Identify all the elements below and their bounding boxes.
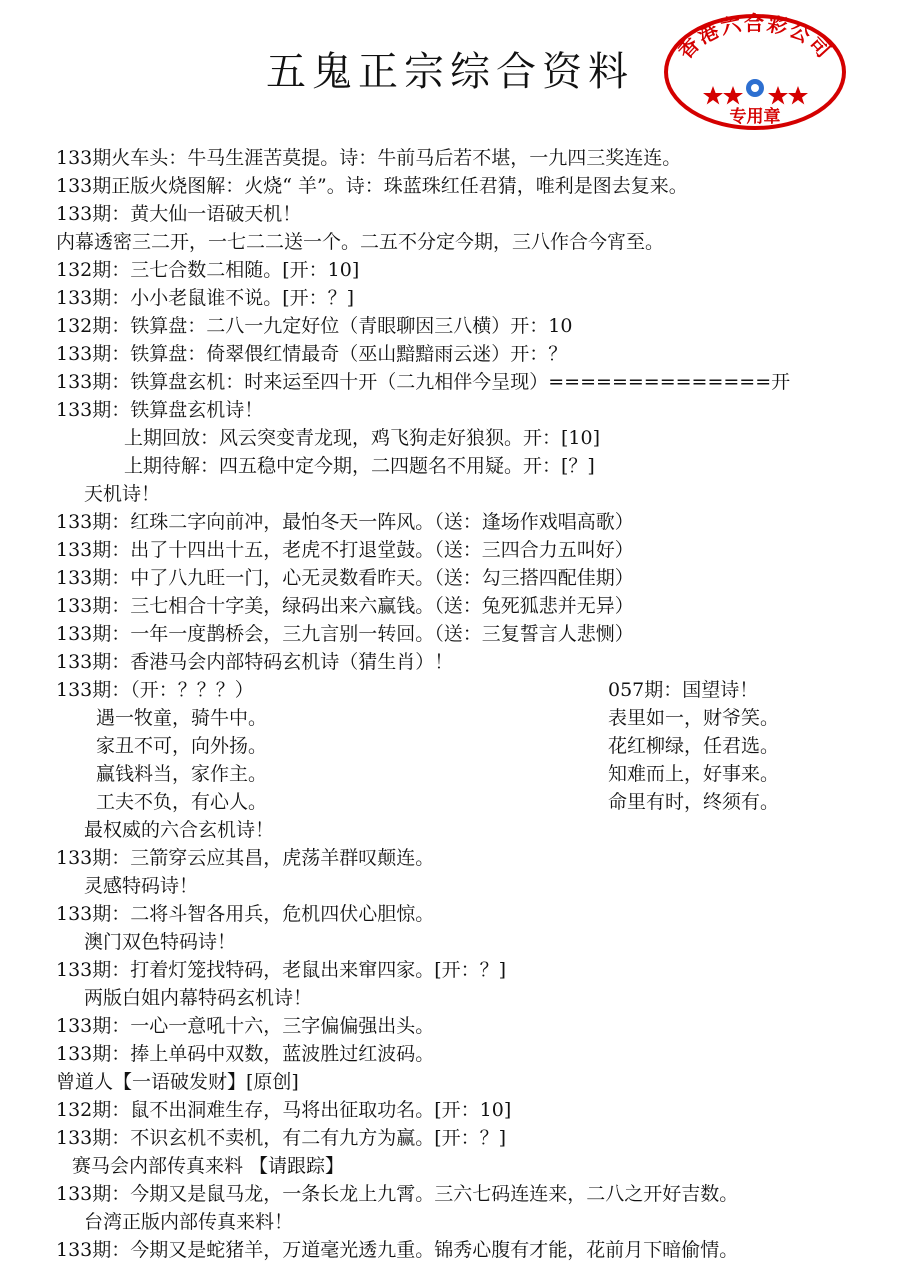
text-line: 133期：铁算盘玄机诗！ bbox=[56, 399, 264, 421]
text-line: 133期：三七相合十字美，绿码出来六赢钱。（送：兔死狐悲并无异） bbox=[56, 595, 634, 617]
svg-text:专用章: 专用章 bbox=[729, 107, 781, 127]
section-heading: 赛马会内部传真来料 【请跟踪】 bbox=[72, 1155, 345, 1177]
svg-text:香港六合彩公司: 香港六合彩公司 bbox=[672, 12, 838, 64]
side-poem-title: 057期：国望诗！ bbox=[608, 679, 759, 701]
section-heading: 天机诗！ bbox=[84, 483, 161, 505]
section-heading: 两版白姐内幕特码玄机诗！ bbox=[84, 987, 313, 1009]
text-line: 133期：（开：？？？） bbox=[56, 679, 254, 701]
text-line: 上期回放：风云突变青龙现，鸡飞狗走好狼狈。开：[10] bbox=[124, 427, 601, 449]
poem-line: 赢钱料当，家作主。 bbox=[96, 763, 268, 785]
text-line: 133期：红珠二字向前冲，最怕冬天一阵风。（送：逢场作戏唱高歌） bbox=[56, 511, 634, 533]
text-line: 上期待解：四五稳中定今期，二四题名不用疑。开：[？] bbox=[124, 455, 595, 477]
text-line: 133期：铁算盘玄机：时来运至四十开（二九相伴今呈现）==============开 bbox=[56, 371, 791, 393]
text-line: 132期：鼠不出洞难生存，马将出征取功名。[开：10] bbox=[56, 1099, 512, 1121]
text-line: 133期：捧上单码中双数，蓝波胜过红波码。 bbox=[56, 1043, 435, 1065]
text-line: 133期：铁算盘：倚翠偎红情最奇（巫山黯黯雨云迷）开：？ bbox=[56, 343, 568, 365]
side-poem-line: 命里有时，终须有。 bbox=[608, 791, 780, 813]
text-line: 133期：黄大仙一语破天机！ bbox=[56, 203, 302, 225]
text-line: 133期正版火烧图解：火烧“ 羊”。诗：珠蓝珠红任君猜，唯利是图去复来。 bbox=[56, 175, 688, 197]
company-seal-stamp bbox=[663, 12, 848, 132]
text-line: 133期：小小老鼠谁不说。[开：？] bbox=[56, 287, 355, 309]
text-line: 内幕透密三二开，一七二二送一个。二五不分定今期，三八作合今宵至。 bbox=[56, 231, 665, 253]
section-heading: 曾道人【一语破发财】[原创] bbox=[56, 1071, 299, 1093]
text-line: 133期火车头：牛马生涯苦莫提。诗：牛前马后若不堪，一九四三奖连连。 bbox=[56, 147, 682, 169]
text-line: 133期：一心一意吼十六，三字偏偏强出头。 bbox=[56, 1015, 435, 1037]
side-poem-line: 花红柳绿，任君选。 bbox=[608, 735, 780, 757]
section-heading: 台湾正版内部传真来料！ bbox=[84, 1211, 294, 1233]
poem-line: 家丑不可，向外扬。 bbox=[96, 735, 268, 757]
text-line: 133期：不识玄机不卖机，有二有九方为赢。[开：？] bbox=[56, 1127, 507, 1149]
side-poem-line: 知难而上，好事来。 bbox=[608, 763, 780, 785]
section-heading: 最权威的六合玄机诗！ bbox=[84, 819, 275, 841]
text-line: 133期：二将斗智各用兵，危机四伏心胆惊。 bbox=[56, 903, 435, 925]
text-line: 132期：三七合数二相随。[开：10] bbox=[56, 259, 360, 281]
text-line: 132期：铁算盘：二八一九定好位（青眼聊因三八横）开：10 bbox=[56, 315, 573, 337]
page-title: 五鬼正宗综合资料 bbox=[266, 49, 634, 95]
section-heading: 澳门双色特码诗！ bbox=[84, 931, 237, 953]
section-heading: 灵感特码诗！ bbox=[84, 875, 199, 897]
text-line: 133期：一年一度鹊桥会，三九言别一转回。（送：三复誓言人悲恻） bbox=[56, 623, 634, 645]
text-line: 133期：中了八九旺一门，心无灵数看昨天。（送：勾三搭四配佳期） bbox=[56, 567, 634, 589]
poem-line: 遇一牧童，骑牛中。 bbox=[96, 707, 268, 729]
text-line: 133期：今期又是鼠马龙，一条长龙上九霄。三六七码连连来，二八之开好吉数。 bbox=[56, 1183, 739, 1205]
text-line: 133期：今期又是蛇猪羊，万道毫光透九重。锦秀心腹有才能，花前月下暗偷情。 bbox=[56, 1239, 739, 1261]
text-line: 133期：三箭穿云应其昌，虎荡羊群叹颠连。 bbox=[56, 847, 435, 869]
text-line: 133期：香港马会内部特码玄机诗（猜生肖）！ bbox=[56, 651, 454, 673]
side-poem-line: 表里如一，财爷笑。 bbox=[608, 707, 780, 729]
poem-line: 工夫不负，有心人。 bbox=[96, 791, 268, 813]
flower-emblem-icon bbox=[746, 79, 764, 97]
text-line: 133期：出了十四出十五，老虎不打退堂鼓。（送：三四合力五叫好） bbox=[56, 539, 634, 561]
text-line: 133期：打着灯笼找特码，老鼠出来窜四家。[开：？] bbox=[56, 959, 507, 981]
